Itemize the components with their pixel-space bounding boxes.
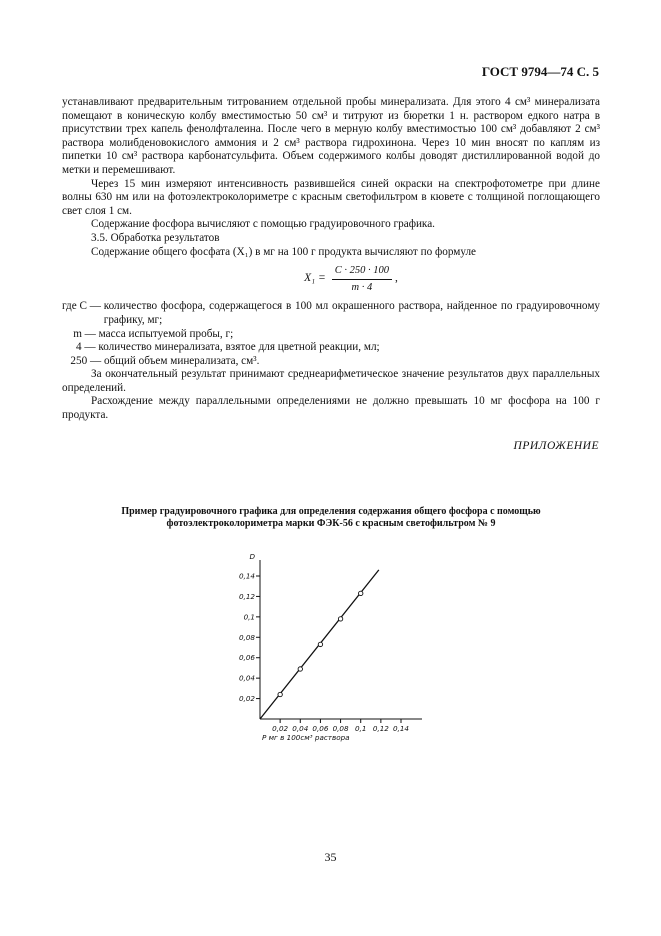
page-number: 35 — [324, 850, 337, 864]
y-tick-label: 0,12 — [238, 591, 255, 601]
data-point — [318, 642, 322, 646]
x-axis-label: P мг в 100см³ раствора — [262, 733, 350, 742]
chart-caption — [62, 506, 600, 530]
x-tick-label: 0,06 — [312, 724, 329, 733]
body-text — [62, 96, 600, 423]
x-tick-label: 0,12 — [372, 724, 389, 733]
definition-key: m — — [62, 327, 99, 340]
data-point — [338, 617, 342, 621]
formula-numerator: C · 250 · 100 — [332, 264, 392, 280]
y-tick-label: 0,02 — [238, 694, 255, 704]
page-header: ГОСТ 9794—74 С. 5 — [481, 64, 599, 79]
paragraph: Содержание общего фосфата (X₁) в мг на 100 г продукта вычисляют по формуле — [91, 245, 476, 258]
section-heading: 3.5. Обработка результатов — [91, 231, 220, 244]
definition-text: масса испытуемой пробы, г; — [98, 327, 234, 340]
definition-key: 4 — — [62, 341, 99, 354]
y-tick-label: 0,06 — [238, 653, 255, 663]
formula-fraction — [332, 264, 392, 294]
paragraph: Содержание фосфора вычисляют с помощью градуировочного графика. — [91, 218, 435, 231]
formula-denominator: m · 4 — [351, 281, 373, 293]
y-tick-label: 0,04 — [238, 673, 255, 683]
x-tick-label: 0,1 — [354, 724, 367, 733]
definition-item — [62, 341, 600, 355]
calibration-chart — [220, 548, 440, 748]
paragraph: За окончательный результат принимают среднеарифметическое значение результатов двух параллельных определений. — [62, 368, 600, 394]
definition-item — [62, 355, 600, 369]
data-point — [278, 692, 282, 696]
formula — [102, 264, 600, 294]
definition-text: количество фосфора, содержащегося в 100 мл окрашенного раствора, найденное по градуировочному графику, мг; — [103, 300, 600, 326]
formula-lhs: X₁ = — [304, 272, 326, 285]
x-tick-label: 0,14 — [392, 724, 410, 733]
y-tick-label: 0,08 — [238, 632, 255, 642]
y-tick-label: 0,1 — [243, 612, 255, 622]
definition-key: 250 — — [62, 354, 104, 367]
data-point — [359, 591, 363, 595]
definition-key: где C — — [62, 300, 104, 313]
definition-text: количество минерализата, взятое для цветной реакции, мл; — [98, 341, 380, 354]
data-point — [298, 667, 302, 671]
formula-comma: , — [395, 272, 398, 285]
y-axis-label: D — [249, 552, 255, 561]
x-tick-label: 0,04 — [292, 724, 309, 733]
definition-item — [62, 328, 600, 342]
paragraph: Расхождение между параллельными определениями не должно превышать 10 мг фосфора на 100 г продукта. — [62, 395, 600, 422]
caption-line: Пример градуировочного графика для определения содержания общего фосфора с помощью — [121, 506, 541, 517]
caption-line: фотоэлектроколориметра марки ФЭК-56 с красным светофильтром № 9 — [166, 518, 496, 529]
appendix-label: ПРИЛОЖЕНИЕ — [513, 440, 599, 452]
definition-text: общий объем минерализата, см³. — [103, 354, 260, 367]
definition-item — [62, 300, 600, 327]
paragraph: устанавливают предварительным титрованием отдельной пробы минерализата. Для этого 4 см³ минерализата помещают в коническую колбу вместимостью 50 см³ и титруют из бюретки 1 н. раствором едкого натра в присутствии трех капель фенолфталеина. После чего в мерную колбу вместимостью 100 см³ добавляют 2 см³ раствора молибденовокислого аммония и 2 см³ раствора гидрохинона. Через 10 мин вносят по каплям из пипетки 10 см³ раствора карбонатсульфита. Объем содержимого колбы доводят дистиллированной водой до метки и перемешивают. — [62, 96, 600, 176]
x-tick-label: 0,02 — [272, 724, 289, 733]
y-tick-label: 0,14 — [238, 571, 255, 581]
x-tick-label: 0,08 — [332, 724, 349, 733]
paragraph: Через 15 мин измеряют интенсивность развившейся синей окраски на спектрофотометре при длине волны 630 нм или на фотоэлектроколориметре с красным светофильтром в кювете с толщиной поглощающего свет слоя 1 см. — [62, 177, 600, 217]
